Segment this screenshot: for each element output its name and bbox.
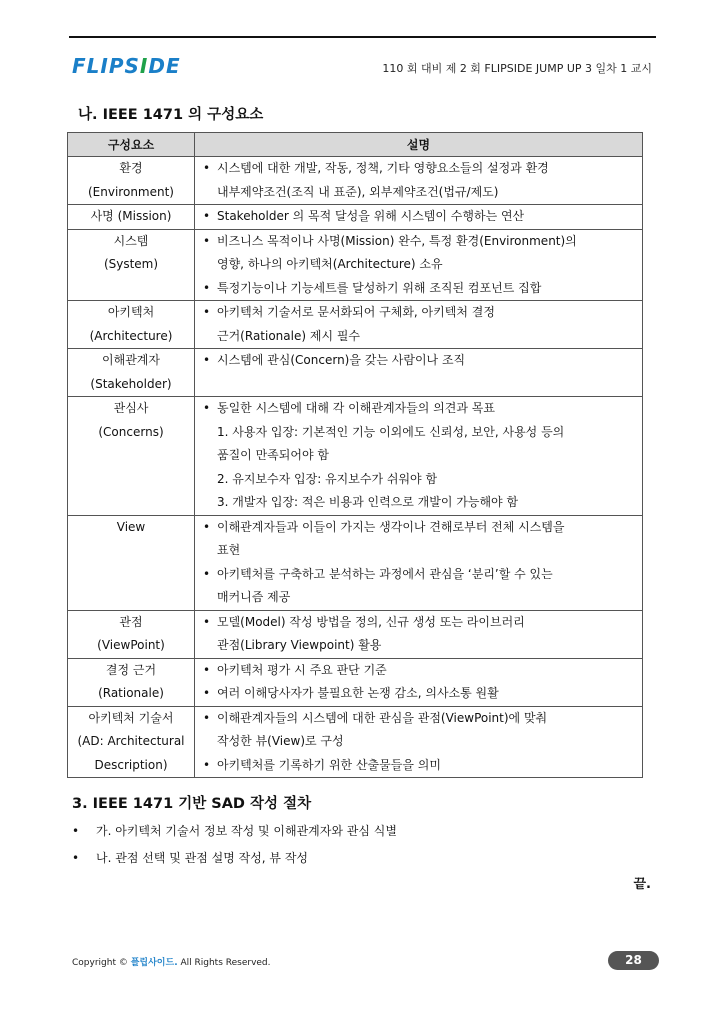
footer-copyright [72,955,271,968]
description-line: 근거(Rationale) 제시 필수 [217,328,361,343]
description-line: • 아키텍처 평가 시 주요 판단 기준 [203,659,634,683]
table-row [68,706,643,778]
description-line: • 모델(Model) 작성 방법을 정의, 신규 생성 또는 라이브러리 [203,611,634,635]
component-term-line: Description) [94,757,168,772]
component-term-line: 결정 근거 [105,662,157,677]
copyright-rights: All Rights Reserved. [180,958,271,968]
component-term-line: (Rationale) [98,686,164,700]
table-row [68,658,643,706]
component-term-cell [68,610,195,658]
component-term-cell [68,397,195,516]
copyright-prefix: Copyright © [72,958,128,968]
end-mark: 끝. [633,877,651,892]
description-line: 내부제약조건(조직 내 표준), 외부제약조건(법규/제도) [217,184,499,199]
description-line: • 시스템에 관심(Concern)을 갖는 사람이나 조직 [203,349,634,373]
table-header-row [68,133,643,157]
component-description-cell [195,515,643,610]
component-description-cell [195,706,643,778]
component-term-line: (Environment) [88,184,174,199]
component-term-line: 아키텍처 기술서 [88,710,174,725]
description-line: • 이해관계자들과 이들이 가지는 생각이나 견해로부터 전체 시스템을 [203,516,634,540]
description-line: • Stakeholder 의 목적 달성을 위해 시스템이 수행하는 연산 [203,205,634,229]
component-description-cell [195,349,643,397]
section1-title: 나. IEEE 1471 의 구성요소 [78,107,264,123]
table-row [68,229,643,301]
table-row [68,205,643,230]
component-term-cell [68,515,195,610]
component-term-line: 이해관계자 [102,353,160,367]
table-body [68,157,643,778]
component-term-line: 관심사 [113,401,149,415]
table-row [68,349,643,397]
component-term-cell [68,658,195,706]
description-line: 매커니즘 제공 [217,590,291,604]
table-row [68,301,643,349]
description-line: • 비즈니스 목적이나 사명(Mission) 완수, 특정 환경(Environment)의 [203,230,634,254]
description-line: 작성한 뷰(View)로 구성 [217,734,344,748]
description-line: 관점(Library Viewpoint) 활용 [217,638,382,652]
list-item: • 나. 관점 선택 및 관점 설명 작성, 뷰 작성 [72,845,397,872]
table-row [68,515,643,610]
component-term-line: (System) [103,257,159,271]
logo-text-tail: DE [148,54,181,78]
component-term-cell [68,157,195,205]
component-term-cell [68,205,195,230]
component-term-cell [68,301,195,349]
component-term-line: 시스템 [113,233,149,248]
flipside-logo [72,54,181,78]
description-line: 3. 개발자 입장: 적은 비용과 인력으로 개발이 가능해야 함 [217,495,519,509]
header-cell-description: 설명 [195,133,643,157]
description-line: • 아키텍처를 구축하고 분석하는 과정에서 관심을 ‘분리’할 수 있는 [203,563,634,587]
component-description-cell [195,397,643,516]
components-table [67,132,643,778]
component-term-line: 사명 (Mission) [90,209,172,223]
component-term-line: (ViewPoint) [97,638,165,652]
component-term-line: (AD: Architectural [77,734,185,748]
procedure-steps [72,818,397,872]
component-term-line: View [116,519,146,534]
page-number-badge: 28 [608,951,659,970]
component-term-line: (Stakeholder) [90,376,172,391]
list-item: • 가. 아키텍처 기술서 정보 작성 및 이해관계자와 관심 식별 [72,818,397,845]
copyright-brand: 플립사이드. [130,958,178,968]
description-line: • 시스템에 대한 개발, 작동, 정책, 기타 영향요소들의 설정과 환경 [203,157,634,181]
component-term-cell [68,229,195,301]
component-term-line: 아키텍처 [107,305,155,319]
header-title: 110 회 대비 제 2 회 FLIPSIDE JUMP UP 3 일차 1 교시 [382,62,652,75]
logo-text-main: FLIPS [72,54,140,78]
description-line: 2. 유지보수자 입장: 유지보수가 쉬워야 함 [217,471,438,486]
description-line: • 아키텍처 기술서로 문서화되어 구체화, 아키텍처 결정 [203,301,634,325]
component-description-cell [195,229,643,301]
description-line: 표현 [217,543,241,557]
description-line: 품질이 만족되어야 함 [217,448,329,462]
header-cell-component: 구성요소 [68,133,195,157]
component-term-line: 환경 [119,161,143,175]
component-description-cell [195,205,643,230]
description-line: • 아키텍처를 기록하기 위한 산출물들을 의미 [203,754,634,778]
table-row [68,397,643,516]
component-term-cell [68,349,195,397]
section2-title: 3. IEEE 1471 기반 SAD 작성 절차 [72,796,312,812]
description-line: • 이해관계자들의 시스템에 대한 관심을 관점(ViewPoint)에 맞춰 [203,707,634,731]
header-rule [69,36,656,38]
description-line: • 특정기능이나 기능세트를 달성하기 위해 조직된 컴포넌트 집합 [203,277,634,301]
component-term-line: 관점 [119,614,143,629]
component-term-cell [68,706,195,778]
table-row [68,157,643,205]
component-term-line: (Concerns) [98,424,164,439]
description-line: 1. 사용자 입장: 기본적인 기능 이외에도 신뢰성, 보안, 사용성 등의 [217,424,565,439]
component-term-line: (Architecture) [89,328,173,343]
description-line: 영향, 하나의 아키텍처(Architecture) 소유 [217,257,443,271]
component-description-cell [195,658,643,706]
component-description-cell [195,157,643,205]
description-line: • 동일한 시스템에 대해 각 이해관계자들의 의견과 목표 [203,397,634,421]
description-line: • 여러 이해당사자가 불필요한 논쟁 감소, 의사소통 원활 [203,682,634,706]
table-row [68,610,643,658]
logo-text-accent: I [139,54,149,78]
component-description-cell [195,610,643,658]
component-description-cell [195,301,643,349]
